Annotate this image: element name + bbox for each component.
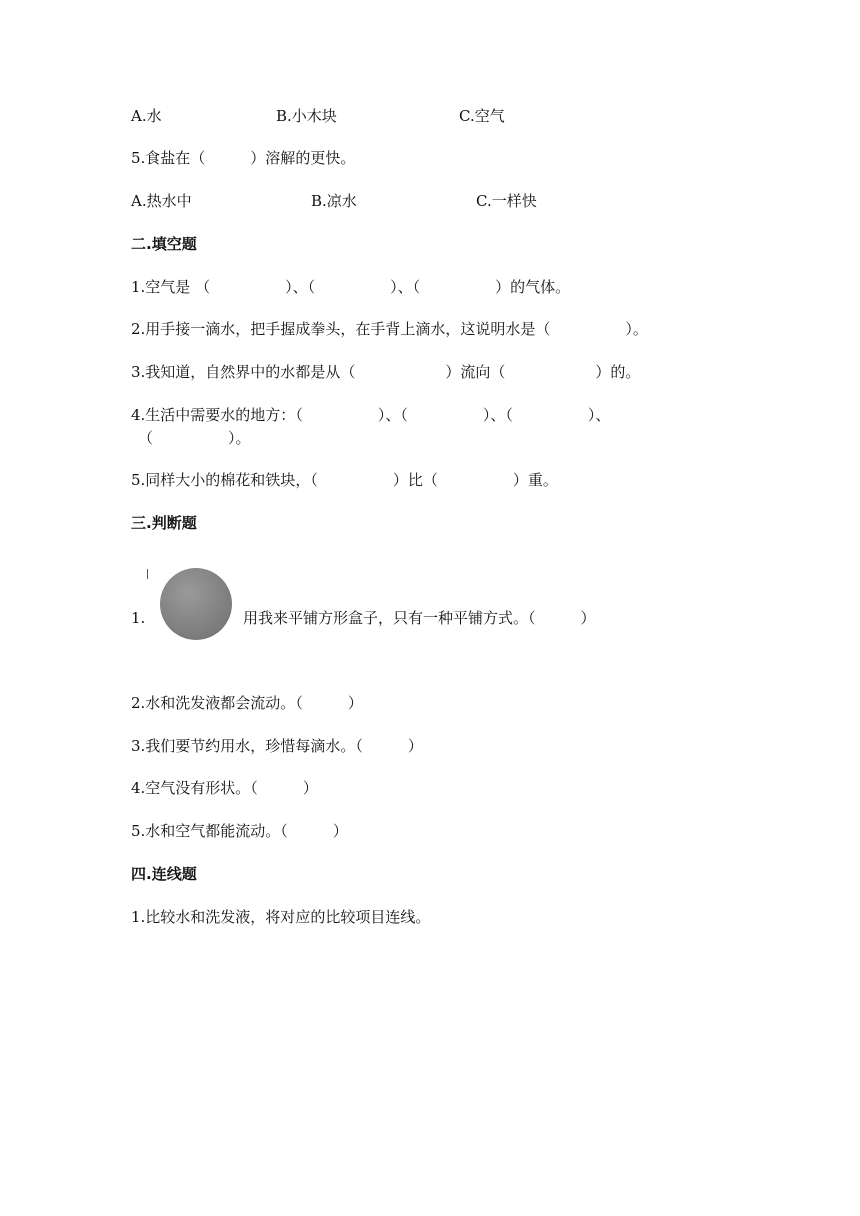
option-c-same: C.一样快 bbox=[476, 192, 537, 210]
mc-question-5: 5.食盐在（ ）溶解的更快。 bbox=[131, 149, 356, 167]
option-a-hot-water: A.热水中 bbox=[131, 192, 192, 210]
judge-question-2: 2.水和洗发液都会流动。（ ） bbox=[131, 694, 363, 712]
gray-ball-image bbox=[160, 568, 232, 640]
match-question-1: 1.比较水和洗发液，将对应的比较项目连线。 bbox=[131, 908, 431, 926]
option-b-cold-water: B.凉水 bbox=[311, 192, 357, 210]
section-title-judge: 三.判断题 bbox=[131, 514, 197, 532]
fill-question-4: 4.生活中需要水的地方：（ ）、（ ）、（ ）、 bbox=[131, 406, 611, 424]
judge-question-3: 3.我们要节约用水，珍惜每滴水。（ ） bbox=[131, 737, 423, 755]
fill-question-3: 3.我知道，自然界中的水都是从（ ）流向（ ）的。 bbox=[131, 363, 641, 381]
section-title-match: 四.连线题 bbox=[131, 865, 197, 883]
judge-question-4: 4.空气没有形状。（ ） bbox=[131, 779, 318, 797]
judge-question-1: 用我来平铺方形盒子，只有一种平铺方式。（ ） bbox=[243, 609, 596, 627]
fill-question-5: 5.同样大小的棉花和铁块，（ ）比（ ）重。 bbox=[131, 471, 558, 489]
fill-question-4-cont: （ ）。 bbox=[138, 429, 251, 447]
option-c-air: C.空气 bbox=[459, 107, 505, 125]
option-b-wood: B.小木块 bbox=[276, 107, 337, 125]
judge-question-1-number: 1. bbox=[131, 609, 146, 627]
fill-question-2: 2.用手接一滴水，把手握成拳头，在手背上滴水，这说明水是（ ）。 bbox=[131, 320, 648, 338]
section-title-fill: 二.填空题 bbox=[131, 235, 197, 253]
image-mark bbox=[147, 569, 148, 579]
judge-question-5: 5.水和空气都能流动。（ ） bbox=[131, 822, 348, 840]
option-a-water: A.水 bbox=[131, 107, 162, 125]
fill-question-1: 1.空气是 （ ）、（ ）、（ ）的气体。 bbox=[131, 278, 571, 296]
